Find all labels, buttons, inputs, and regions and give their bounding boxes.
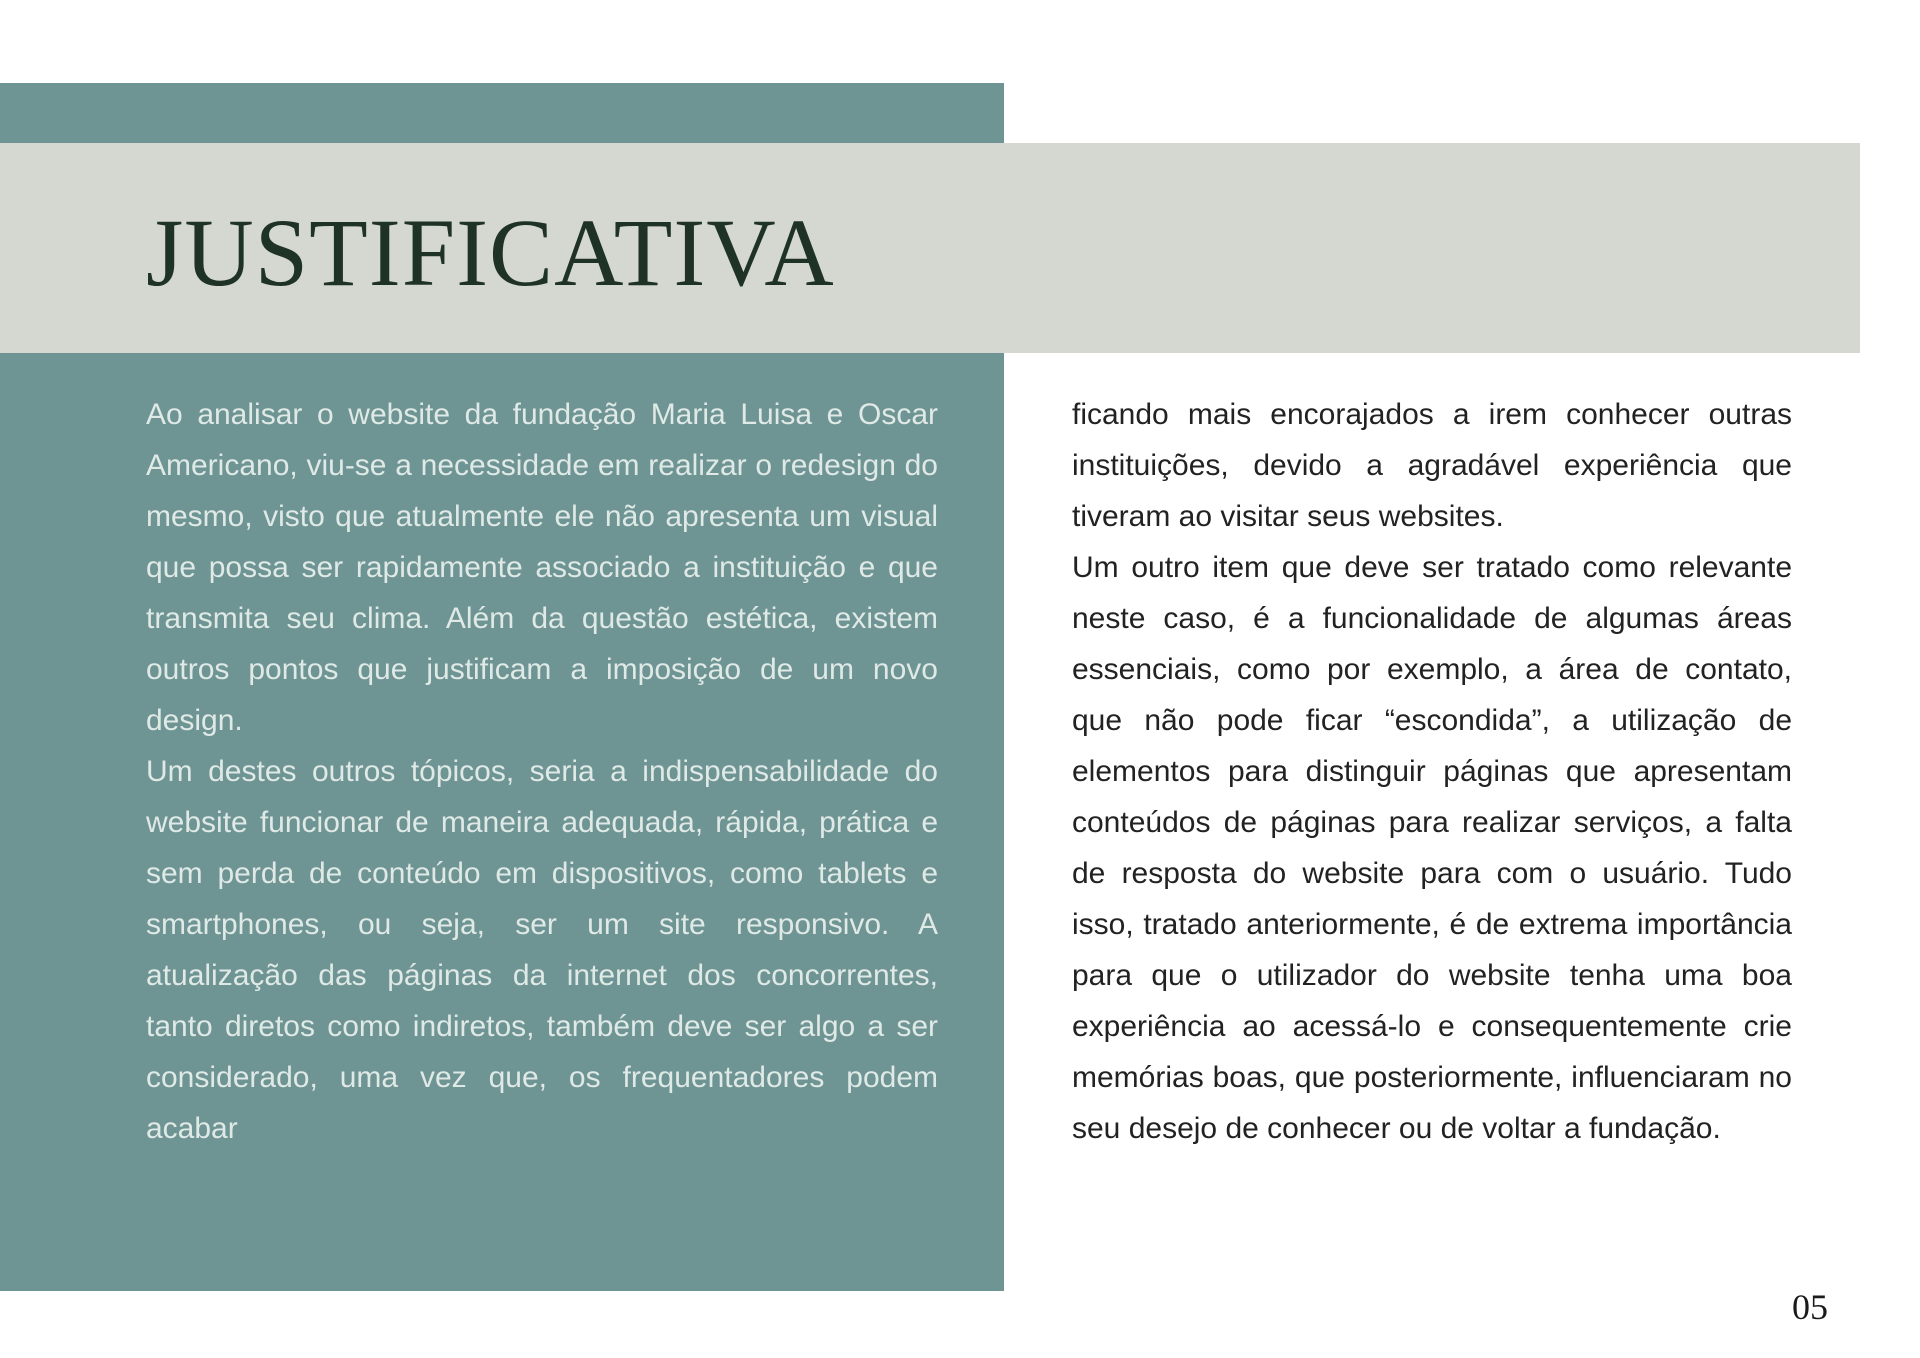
right-paragraph-1: ficando mais encorajados a irem conhecer outras instituições, devido a agradável experiência que tiveram ao visitar seus websites. bbox=[1072, 398, 1792, 533]
page-title: JUSTIFICATIVA bbox=[146, 199, 835, 306]
left-paragraph-2: Um destes outros tópicos, seria a indispensabilidade do website funcionar de maneira adequada, rápida, prática e sem perda de conteúdo em dispositivos, como tablets e smartphones, ou seja, ser um site responsivo. A atualização das páginas da internet dos concorrentes, tanto diretos como indiretos, também deve ser algo a ser considerado, uma vez que, os frequentadores podem acabar bbox=[146, 755, 938, 1145]
left-paragraph-1: Ao analisar o website da fundação Maria Luisa e Oscar Americano, viu-se a necessidade em realizar o redesign do mesmo, visto que atualmente ele não apresenta um visual que possa ser rapidamente associado a instituição e que transmita seu clima. Além da questão estética, existem outros pontos que justificam a imposição de um novo design. bbox=[146, 398, 938, 737]
right-text-column bbox=[1072, 389, 1792, 1154]
page-number: 05 bbox=[1792, 1287, 1828, 1327]
left-text-column bbox=[146, 389, 938, 1154]
right-paragraph-2: Um outro item que deve ser tratado como relevante neste caso, é a funcionalidade de algumas áreas essenciais, como por exemplo, a área de contato, que não pode ficar “escondida”, a utilização de elementos para distinguir páginas que apresentam conteúdos de páginas para realizar serviços, a falta de resposta do website para com o usuário. Tudo isso, tratado anteriormente, é de extrema importância para que o utilizador do website tenha uma boa experiência ao acessá-lo e consequentemente crie memórias boas, que posteriormente, influenciaram no seu desejo de conhecer ou de voltar a fundação. bbox=[1072, 551, 1792, 1145]
